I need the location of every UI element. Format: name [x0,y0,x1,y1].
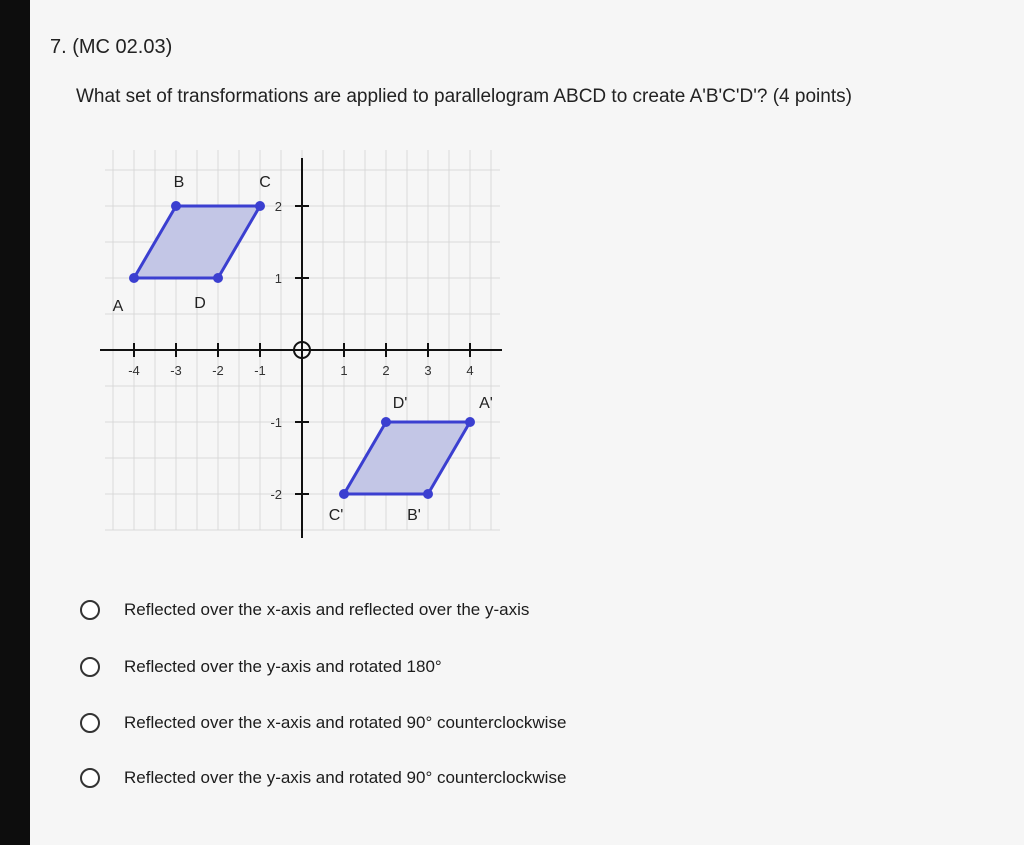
question-number: 7. (MC 02.03) [50,36,173,58]
y-tick-label: -2 [270,487,282,502]
vertex-point [255,201,265,211]
x-tick-label: -1 [254,363,266,378]
x-tick-label: 3 [424,363,432,378]
answer-choice-label: Reflected over the y-axis and rotated 90° counterclockwise [124,768,567,787]
vertex-point [171,201,181,211]
x-tick-label: 1 [340,363,348,378]
answer-choice-2[interactable] [80,657,442,677]
question-text: What set of transformations are applied to parallelogram ABCD to create A'B'C'D'? (4 points) [76,86,852,107]
vertex-label: A [112,298,124,315]
vertex-label: B [173,174,185,191]
vertex-label-prime: A' [479,395,493,412]
vertex-point [129,273,139,283]
answer-choice-1[interactable] [80,600,529,620]
vertex-point [381,417,391,427]
answer-choice-4[interactable] [80,768,566,788]
vertex-label: C [259,174,271,191]
vertex-label-prime: B' [407,507,421,524]
x-tick-label: -2 [212,363,224,378]
vertex-label-prime: C' [328,507,344,524]
vertex-point [465,417,475,427]
radio-button[interactable] [80,768,100,788]
x-tick-label: 4 [466,363,474,378]
x-tick-label: 2 [382,363,390,378]
vertex-label: D [194,295,206,312]
answer-choice-label: Reflected over the x-axis and rotated 90° counterclockwise [124,713,567,732]
x-tick-label: -3 [170,363,182,378]
radio-button[interactable] [80,600,100,620]
vertex-point [339,489,349,499]
x-tick-label: -4 [128,363,140,378]
vertex-label-prime: D' [392,395,408,412]
radio-button[interactable] [80,657,100,677]
answer-choice-label: Reflected over the x-axis and reflected over the y-axis [124,600,530,619]
radio-button[interactable] [80,713,100,733]
y-tick-label: 2 [274,199,282,214]
y-tick-label: -1 [270,415,282,430]
y-tick-label: 1 [274,271,282,286]
vertex-point [213,273,223,283]
answer-choice-label: Reflected over the y-axis and rotated 180° [124,657,442,676]
vertex-point [423,489,433,499]
answer-choice-3[interactable] [80,713,566,733]
